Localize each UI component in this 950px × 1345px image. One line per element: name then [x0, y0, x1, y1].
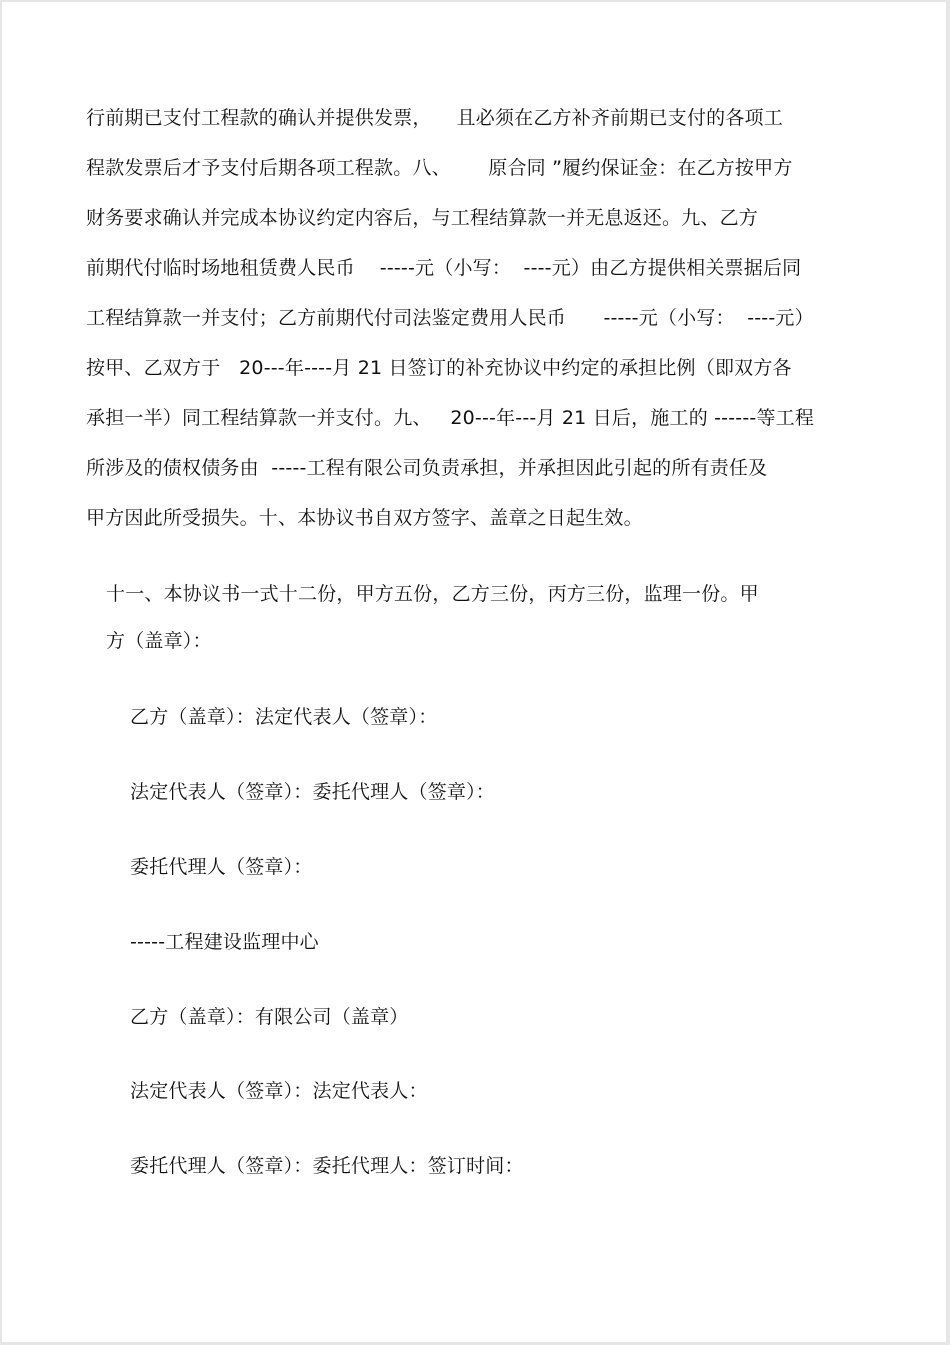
- clause-text-line: 十一、本协议书一式十二份，甲方五份，乙方三份，丙方三份，监理一份。甲: [106, 583, 759, 605]
- body-text-line: 所涉及的债权债务由 -----工程有限公司负责承担，并承担因此引起的所有责任及: [86, 457, 768, 479]
- signature-line: 委托代理人（签章）：: [130, 856, 313, 878]
- signature-line: 乙方（盖章）：有限公司（盖章）: [130, 1006, 409, 1028]
- body-text-line: 承担一半）同工程结算款一并支付。九、 20---年---月 21 日后，施工的 ------等工程: [86, 407, 815, 429]
- signature-line: 法定代表人（签章）：法定代表人：: [130, 1080, 428, 1102]
- signature-line: 法定代表人（签章）：委托代理人（签章）：: [130, 781, 496, 803]
- signature-line: 乙方（盖章）：法定代表人（签章）：: [130, 706, 438, 728]
- clause-text-line: 方（盖章）：: [106, 630, 212, 652]
- body-text-line: 财务要求确认并完成本协议约定内容后，与工程结算款一并无息返还。九、乙方: [86, 207, 759, 229]
- body-text-line: 甲方因此所受损失。十、本协议书自双方签字、盖章之日起生效。: [86, 507, 643, 529]
- body-text-line: 工程结算款一并支付；乙方前期代付司法鉴定费用人民币 -----元（小写： ----元）: [86, 307, 814, 329]
- body-text-line: 前期代付临时场地租赁费人民币 -----元（小写： ----元）由乙方提供相关票据后同: [86, 257, 802, 279]
- body-text-line: 行前期已支付工程款的确认并提供发票， 且必须在乙方补齐前期已支付的各项工: [86, 107, 783, 129]
- document-page: [2, 2, 946, 1342]
- body-text-line: 程款发票后才予支付后期各项工程款。八、 原合同 ”履约保证金：在乙方按甲方: [86, 157, 793, 179]
- signature-line: 委托代理人（签章）：委托代理人：签订时间：: [130, 1155, 524, 1177]
- body-text-line: 按甲、乙双方于 20---年----月 21 日签订的补充协议中约定的承担比例（即双方各: [86, 357, 792, 379]
- signature-line: -----工程建设监理中心: [130, 931, 319, 953]
